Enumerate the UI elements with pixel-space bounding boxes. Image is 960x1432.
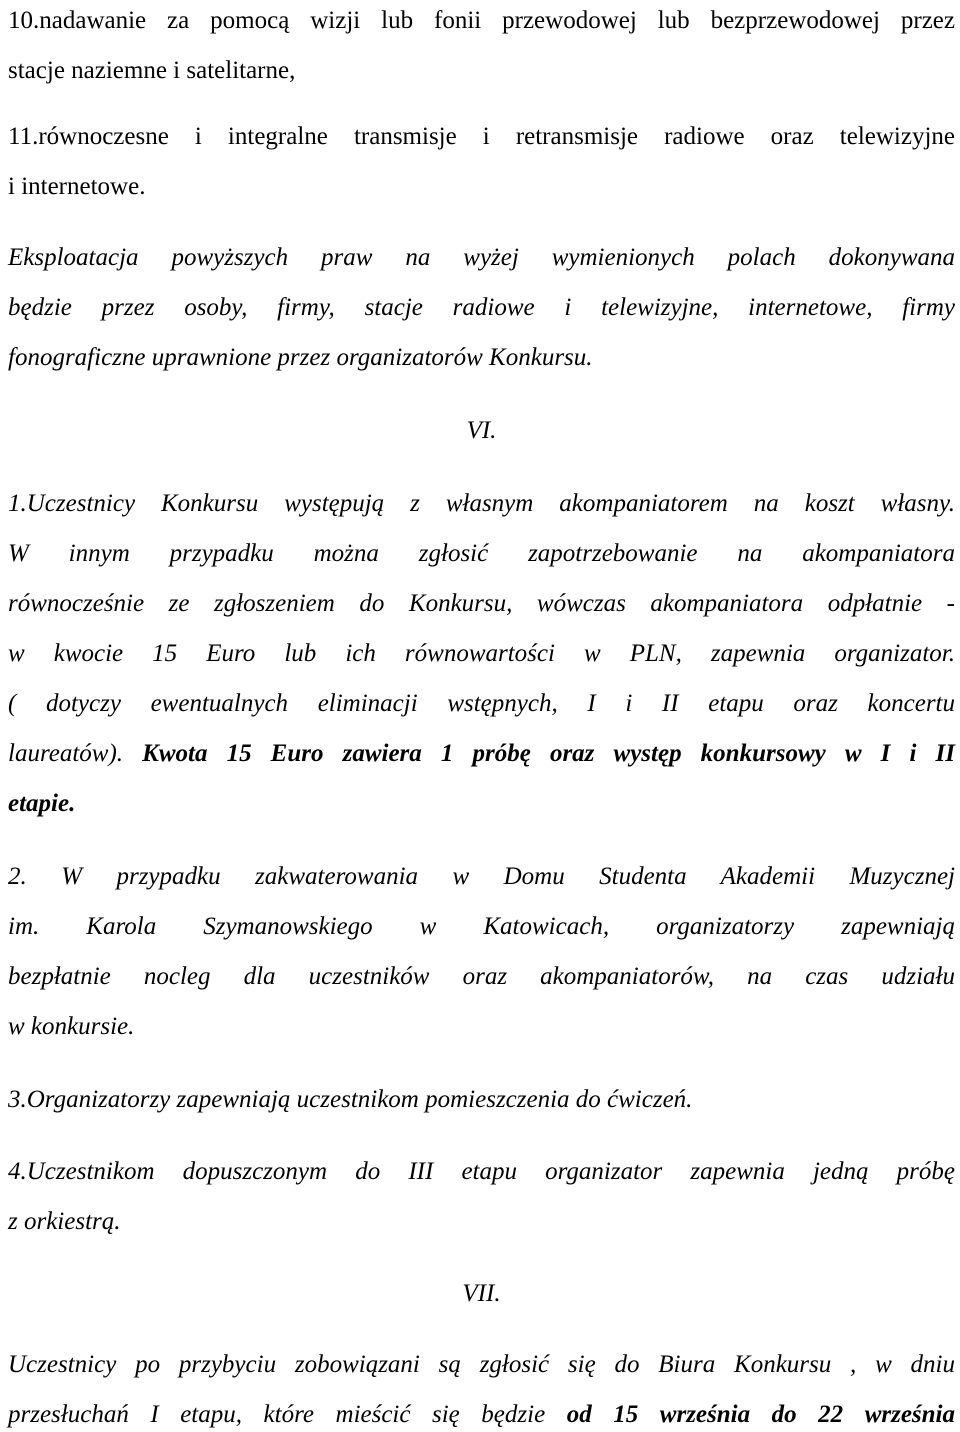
list-item-11-line-2: i internetowe. <box>8 173 146 200</box>
vii-line-2 <box>8 1398 955 1432</box>
vi-1-line-2: W innym przypadku można zgłosić zapotrzebowanie na akompaniatora <box>8 540 955 567</box>
section-heading-vi: VI. <box>466 417 497 444</box>
vi-4-line-2: z orkiestrą. <box>8 1208 121 1235</box>
vii-line-2-normal: przesłuchań I etapu, które mieścić się będzie <box>8 1401 567 1428</box>
list-item-10-line-1: 10.nadawanie za pomocą wizji lub fonii przewodowej lub bezprzewodowej przez <box>8 7 955 34</box>
vi-1-line-3: równocześnie ze zgłoszeniem do Konkursu, wówczas akompaniatora odpłatnie - <box>8 590 955 617</box>
vi-1-line-5: ( dotyczy ewentualnych eliminacji wstępnych, I i II etapu oraz koncertu <box>8 690 955 717</box>
vi-4-line-1: 4.Uczestnikom dopuszczonym do III etapu organizator zapewnia jedną próbę <box>8 1158 955 1185</box>
vi-2-line-3: bezpłatnie nocleg dla uczestników oraz akompaniatorów, na czas udziału <box>8 963 955 990</box>
vii-line-1: Uczestnicy po przybyciu zobowiązani są zgłosić się do Biura Konkursu , w dniu <box>8 1351 955 1378</box>
vi-1-line-1: 1.Uczestnicy Konkursu występują z własnym akompaniatorem na koszt własny. <box>8 490 955 517</box>
vi-3-line-1: 3.Organizatorzy zapewniają uczestnikom pomieszczenia do ćwiczeń. <box>8 1086 693 1113</box>
vi-1-line-6-bold: Kwota 15 Euro zawiera 1 próbę oraz występ konkursowy w I i II <box>142 740 955 767</box>
section-heading-vii: VII. <box>462 1280 501 1307</box>
list-item-10-line-2: stacje naziemne i satelitarne, <box>8 57 296 84</box>
exploitation-paragraph-line-1: Eksploatacja powyższych praw na wyżej wymienionych polach dokonywana <box>8 244 955 271</box>
vi-1-line-7-bold: etapie. <box>8 790 76 817</box>
vi-2-line-4: w konkursie. <box>8 1013 135 1040</box>
exploitation-paragraph-line-3: fonograficzne uprawnione przez organizatorów Konkursu. <box>8 344 593 371</box>
vi-1-line-6 <box>8 737 955 771</box>
vi-1-line-7 <box>8 787 955 821</box>
vi-1-line-4: w kwocie 15 Euro lub ich równowartości w PLN, zapewnia organizator. <box>8 640 955 667</box>
vi-2-line-2: im. Karola Szymanowskiego w Katowicach, organizatorzy zapewniają <box>8 913 955 940</box>
vi-2-line-1: 2. W przypadku zakwaterowania w Domu Studenta Akademii Muzycznej <box>8 863 955 890</box>
list-item-11-line-1: 11.równoczesne i integralne transmisje i retransmisje radiowe oraz telewizyjne <box>8 123 955 150</box>
vii-line-2-bold: od 15 września do 22 września <box>566 1401 955 1428</box>
vi-1-line-6-normal: laureatów). <box>8 740 143 767</box>
exploitation-paragraph-line-2: będzie przez osoby, firmy, stacje radiowe i telewizyjne, internetowe, firmy <box>8 294 955 321</box>
